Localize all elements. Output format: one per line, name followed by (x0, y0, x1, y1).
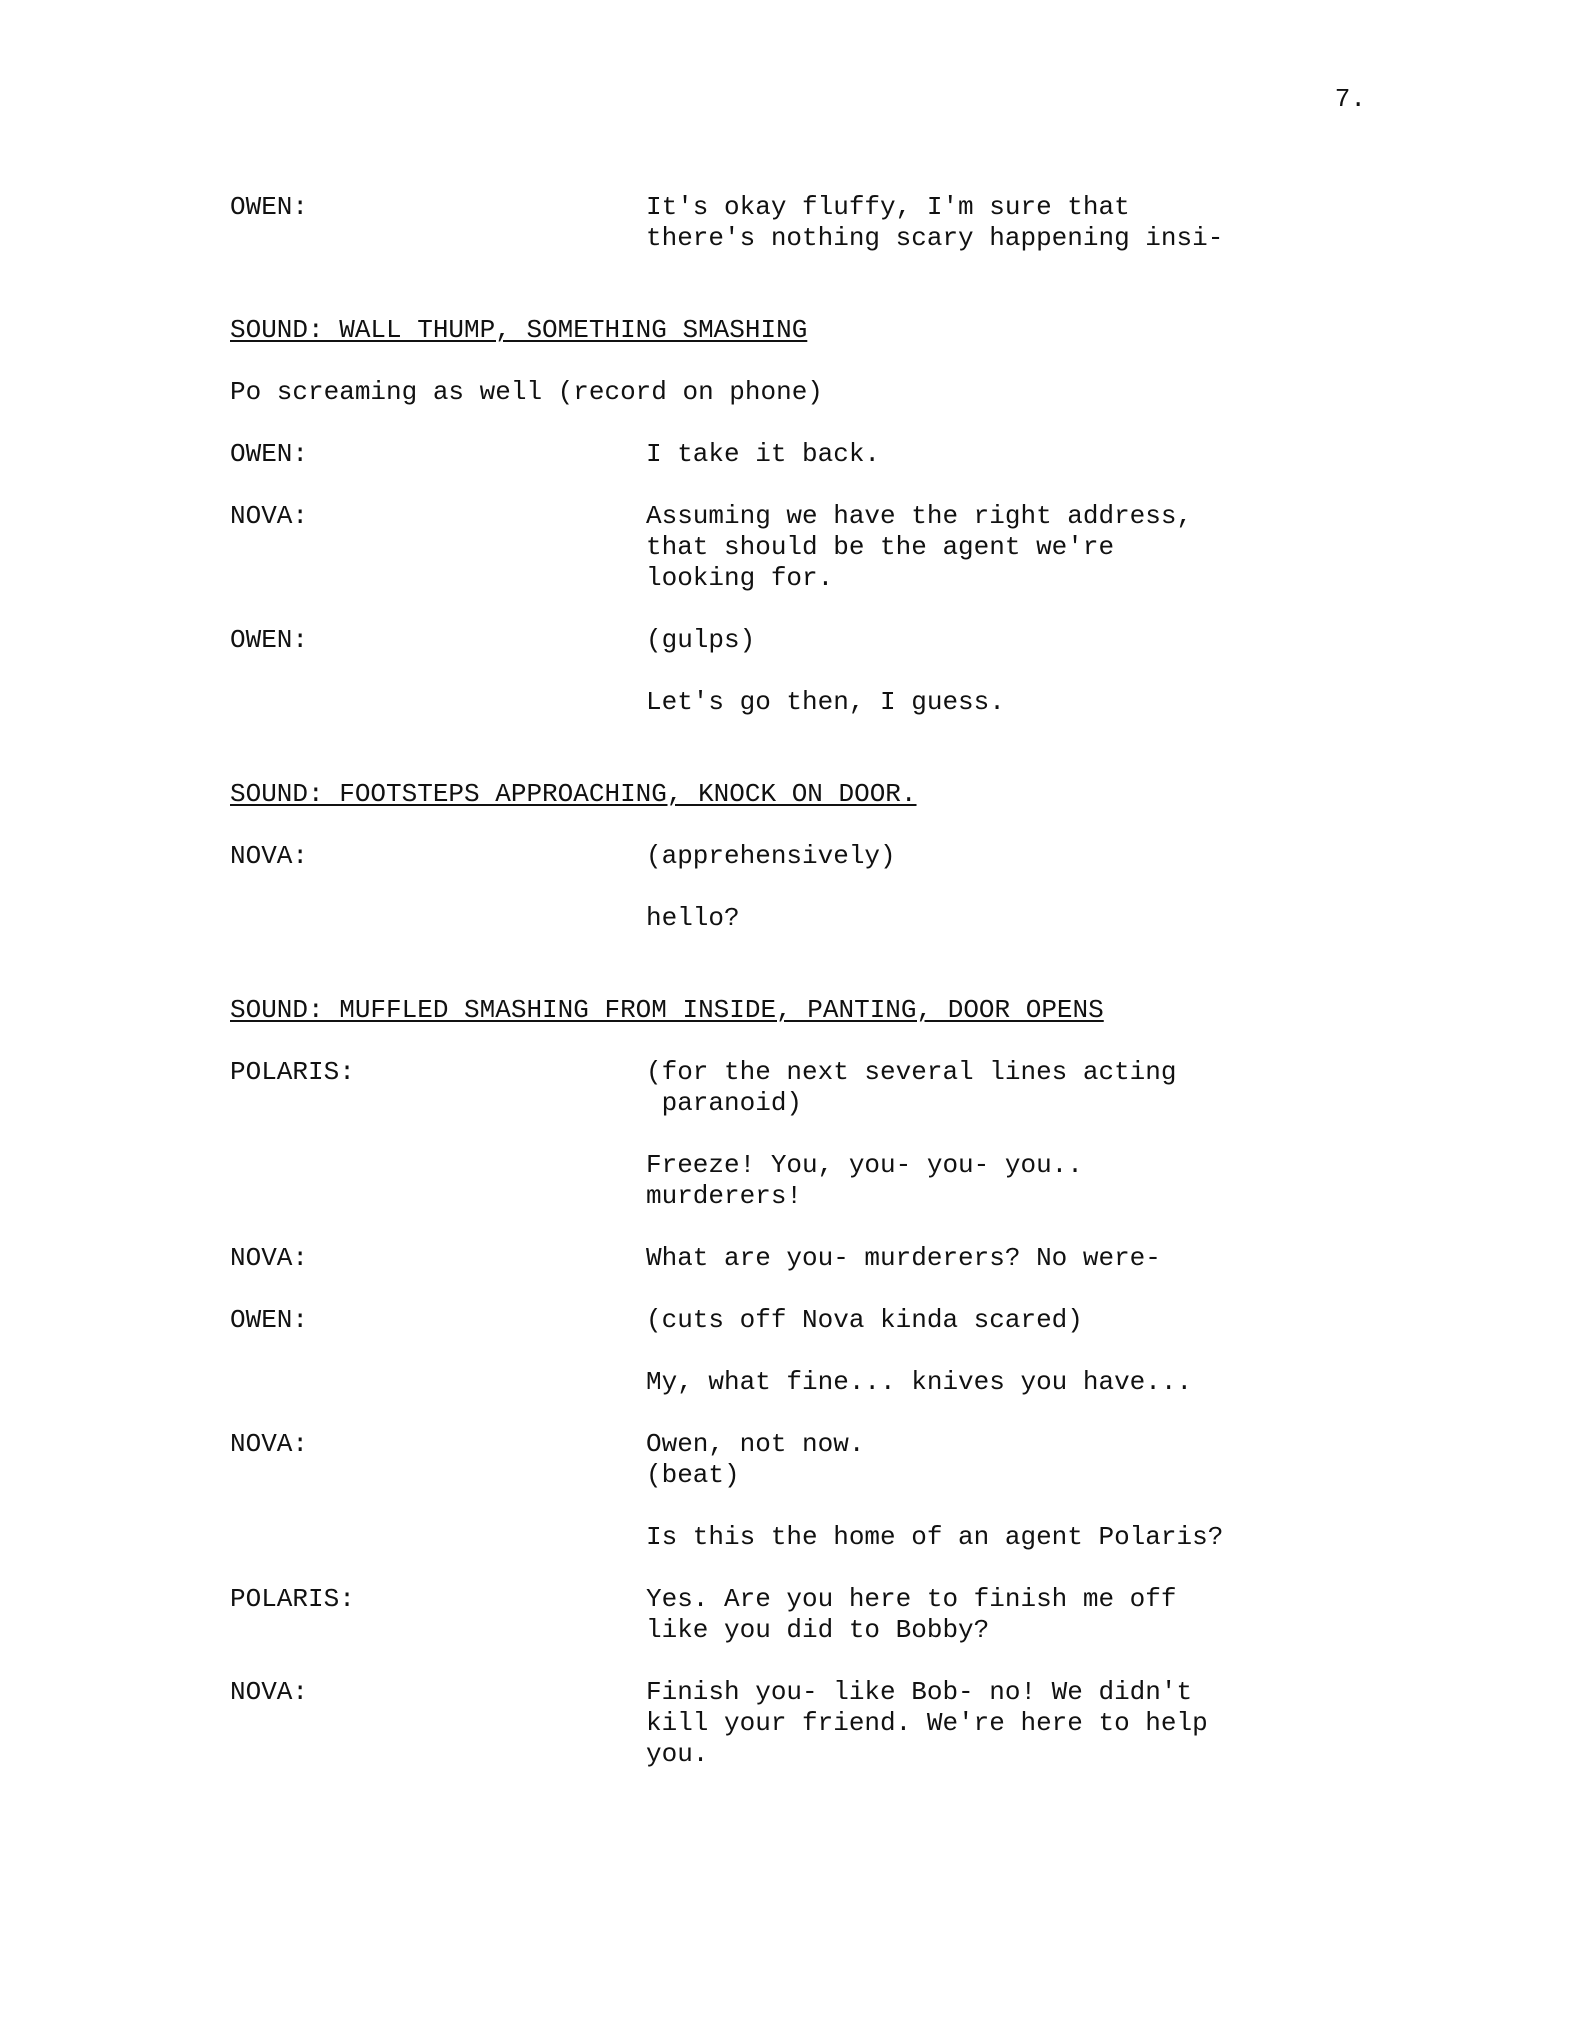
sound-cue: SOUND: FOOTSTEPS APPROACHING, KNOCK ON DOOR. (230, 779, 917, 809)
dialogue-line: murderers! (646, 1181, 803, 1211)
dialogue-line: It's okay fluffy, I'm sure that (646, 192, 1130, 222)
dialogue-line: like you did to Bobby? (646, 1615, 990, 1645)
dialogue-line: My, what fine... knives you have... (646, 1367, 1193, 1397)
dialogue-line: Owen, not now. (646, 1429, 865, 1459)
dialogue-line: Yes. Are you here to finish me off (646, 1584, 1177, 1614)
dialogue-line: Is this the home of an agent Polaris? (646, 1522, 1224, 1552)
page-number: 7. (1334, 84, 1366, 114)
parenthetical: (for the next several lines acting (646, 1057, 1177, 1087)
dialogue-line: Assuming we have the right address, (646, 501, 1193, 531)
parenthetical: (apprehensively) (646, 841, 896, 871)
dialogue-line: Finish you- like Bob- no! We didn't (646, 1677, 1193, 1707)
character-name: NOVA: (230, 1677, 309, 1707)
character-name: NOVA: (230, 1429, 309, 1459)
dialogue-line: you. (646, 1739, 709, 1769)
dialogue-line: looking for. (646, 563, 834, 593)
character-name: NOVA: (230, 1243, 309, 1273)
sound-cue: SOUND: WALL THUMP, SOMETHING SMASHING (230, 315, 808, 345)
parenthetical: (gulps) (646, 625, 756, 655)
character-name: OWEN: (230, 192, 309, 222)
character-name: NOVA: (230, 501, 309, 531)
dialogue-line: Let's go then, I guess. (646, 687, 1005, 717)
parenthetical: paranoid) (646, 1088, 803, 1118)
sound-cue: SOUND: MUFFLED SMASHING FROM INSIDE, PANTING, DOOR OPENS (230, 995, 1104, 1025)
dialogue-line: Freeze! You, you- you- you.. (646, 1150, 1083, 1180)
character-name: OWEN: (230, 439, 309, 469)
dialogue-line: What are you- murderers? No were- (646, 1243, 1161, 1273)
parenthetical: (cuts off Nova kinda scared) (646, 1305, 1083, 1335)
dialogue-line: that should be the agent we're (646, 532, 1115, 562)
character-name: OWEN: (230, 625, 309, 655)
character-name: NOVA: (230, 841, 309, 871)
character-name: POLARIS: (230, 1057, 355, 1087)
character-name: OWEN: (230, 1305, 309, 1335)
dialogue-line: there's nothing scary happening insi- (646, 223, 1224, 253)
action-line: Po screaming as well (record on phone) (230, 377, 823, 407)
dialogue-line: I take it back. (646, 439, 881, 469)
dialogue-line: kill your friend. We're here to help (646, 1708, 1208, 1738)
dialogue-line: hello? (646, 903, 740, 933)
parenthetical: (beat) (646, 1460, 740, 1490)
character-name: POLARIS: (230, 1584, 355, 1614)
